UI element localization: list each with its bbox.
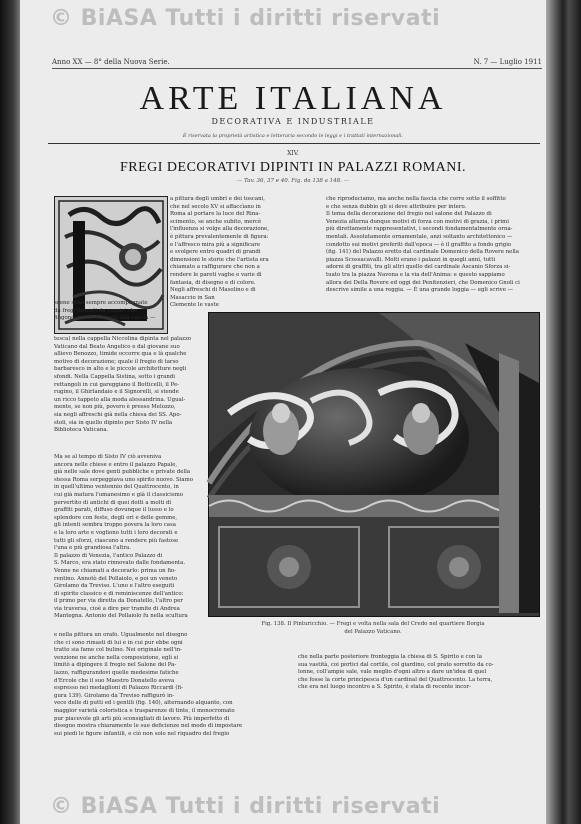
text-line: mentali. Assolutamente ornamentale, anzi soltanto architettonico —	[326, 233, 513, 240]
text-line: limitò a dipingere il fregio nel Salone del Pa-	[54, 662, 177, 669]
text-line: che fosse la corte principesca d'un cardinal del Quattrocento. La terra,	[298, 676, 493, 683]
article-reference: — Tav. 36, 37 e 40. Fig. da 138 a 148. —	[236, 178, 350, 184]
text-line: e svolgere entro quadri di grandi	[170, 249, 261, 256]
text-line: e nella pittura un orafo. Ugualmente nel disegno	[54, 632, 188, 638]
text-line: (fig. 141) del Palazzo eretto dal cardinale Domenico della Rovere nella	[326, 249, 519, 256]
scan-edge-left	[0, 0, 22, 824]
text-line: mente, se non più, povero è presso Melozzo,	[54, 404, 176, 411]
text-line: di spirito classico e di reminiscenze dell'antico:	[54, 590, 184, 597]
text-line: che nella parte posteriore fronteggia la chiesa di S. Spirito e con la	[298, 654, 482, 660]
text-line: e la loro arte e vogliono tutti i loro decorati e	[54, 529, 178, 536]
text-line: lazzo, raffigurandovi quelle medesime fatiche	[54, 669, 179, 676]
text-line: maggior varietà coloristica e trasparenze di tinte, il monocromato	[54, 707, 235, 714]
text-line: e l'affresco mira più a significare	[170, 241, 261, 248]
text-line: pur piacevole gli arti più sconsigliati di lavoro. Più imperfetto di	[54, 715, 230, 722]
text-line: Il tema della decorazione del fregio nel salone del Palazzo di	[326, 211, 492, 218]
text-line: sia negli affreschi già nella chiesa dei SS. Apo-	[54, 411, 182, 418]
fresco-image	[209, 313, 539, 616]
journal-subtitle: DECORATIVA E INDUSTRIALE	[211, 117, 375, 126]
text-line: scimento, se anche subito, mercè	[170, 218, 262, 225]
text-line: Venne ne chiamati a decorarlo: prima un fio-	[54, 567, 176, 574]
text-line: allora dei Della Rovere ed oggi dei Penitenzieri, che Domenico Gnoli ci	[326, 279, 520, 286]
text-line: l'una e più grandiosa l'altra.	[54, 545, 131, 552]
text-line: fantasia, di disegno e di colore.	[170, 279, 256, 286]
text-line: tuato tra la piazza Navona e la via dell'Anima: e questo sappiamo	[326, 271, 505, 278]
text-line: chiamato a raffigurare che non a	[170, 264, 260, 271]
text-column-bottom-right	[298, 654, 542, 724]
text-line: venzione ne anche nella composizione, egli si	[54, 654, 179, 661]
text-line: adorni di graffiti, tra gli altri quello del cardinale Ascanio Sforza si-	[326, 264, 511, 271]
text-line: che era nel luogo incontro a S. Spirito, è stata di recente incor-	[298, 684, 471, 691]
text-line: a pittura degli umbri e dei toscani,	[170, 196, 266, 202]
text-line: tutti gli sforzi, ciascuno a rendere più fastose	[54, 537, 179, 544]
text-line: scene sono sempre accompagnate	[54, 300, 148, 306]
text-line: pervertito di antichi di quei dotti a molti di	[54, 499, 172, 506]
text-line: che ci sono rimasti di lui e in cui pur ebbe ogni	[54, 639, 183, 646]
caption-line: Fig. 138. Il Pinturicchio. — Fregi e volta nella sala del Credo nel quartiere Borgia	[261, 621, 485, 627]
text-line: Negli affreschi di Masolino e di	[170, 287, 256, 294]
text-line: graffiti parati, diffuso dovunque il lusso e lo	[54, 507, 174, 514]
text-line: sfondi. Nella Cappella Sistina, sotto i grandi	[54, 373, 175, 380]
text-line: gli intenti sembra troppo povera la loro casa	[54, 522, 176, 529]
text-column-left-lower	[54, 454, 202, 628]
text-line: in quell'ultimo ventennio del Quattrocento, in	[54, 484, 179, 491]
rights-notice: È riservata la proprietà artistica e letteraria secondo le leggi e i trattati internazionali.	[182, 133, 404, 139]
text-line: stessa Roma serpeggiava uno spirito nuovo. Siamo	[54, 476, 193, 483]
text-column-right-top	[326, 196, 540, 308]
text-line: sui piedi le figure infantili, e ciò non solo nel riquadro del fregio	[54, 730, 230, 737]
text-line: condotto sui motivi preferiti dall'epoca — è il graffito a fondo grigio	[326, 241, 512, 248]
article-title: FREGI DECORATIVI DIPINTI IN PALAZZI ROMANI.	[119, 160, 467, 175]
watermark-bottom: © BiASA Tutti i diritti riservati	[50, 794, 441, 819]
text-line: dimensioni le storie che l'artista era	[170, 256, 269, 263]
text-line: stoli, sia in quello dipinto per Sisto IV nella	[54, 419, 173, 426]
text-line: già nelle sale dove genti pubbliche e private della	[54, 469, 191, 476]
text-line: da fregi formati da cornici che	[54, 307, 138, 314]
watermark-top: © BiASA Tutti i diritti riservati	[50, 6, 441, 31]
text-line: espresso nei medaglioni di Palazzo Riccardi (fi-	[54, 685, 183, 692]
text-line: descrive simile a una reggia. — È una grande loggia — egli scrive —	[326, 287, 514, 294]
document-page	[20, 0, 546, 824]
text-line: piazza Scossacavalli. Molti erano i palazzi in quegli anni, tutti	[326, 256, 496, 263]
text-line: vece delle di putti ed i gentili (fig. 140), alternando alquanto, con	[54, 700, 233, 707]
text-line: ancora nelle chiese e entro il palazzo Papale,	[54, 461, 178, 468]
text-line: via traversa, cioè a dire per tramite di Andrea	[54, 605, 180, 612]
text-line: rentino. Annotò del Pollaiolo, e poi un veneto	[54, 575, 178, 582]
journal-title: ARTE ITALIANA	[139, 80, 447, 117]
fresco-photograph	[208, 312, 540, 617]
text-line: e che senza dubbio gli si deve attribuire per intero.	[326, 203, 467, 210]
text-line: barbaresco in alto e le piccole architetture negli	[54, 366, 187, 373]
masthead-volume: Anno XX — 8° della Nuova Serie.	[52, 58, 170, 66]
text-line: allievo Benozzo, timide occorre qua e là qualche	[54, 351, 187, 358]
text-line: rendere le pareti vaghe e varie di	[170, 271, 262, 278]
text-line: Girolamo da Treviso. L'uno e l'altro eseguiti	[54, 583, 175, 590]
text-line: Mantegna. Antonio del Pollaiolo fu nella scultura	[54, 613, 188, 620]
text-column-left-upper	[54, 336, 202, 450]
text-line: Venezia alterna dunque motivi di forza con motivi di grazia, i primi	[326, 218, 509, 225]
text-line: il primo per via diretta da Donatello, l'altro per	[54, 598, 183, 605]
header-rule	[48, 143, 540, 144]
text-line: d'Ercole che il suo Maestro Donatello aveva	[54, 677, 175, 684]
text-line: Masaccio in San	[170, 294, 215, 301]
text-line: Il palazzo di Venezia, l'antico Palazzo di	[54, 552, 163, 559]
text-line: motivo di decorazione; quale il fregio di tarso	[54, 358, 179, 365]
text-column-bottom-left	[54, 632, 284, 737]
text-line: cui già matura l'umanesimo e già il classicismo	[54, 491, 183, 498]
text-column-left-top	[170, 196, 320, 308]
text-line: un ricco tappeto alla moda alessandrina. Ugual-	[54, 396, 186, 403]
text-line: fingono marmi e intagli alla carola —	[54, 315, 156, 322]
text-line: rugino, il Ghirlandaio e il Signorelli, si stende	[54, 389, 179, 396]
caption-line: del Palazzo Vaticano.	[344, 629, 402, 635]
text-line: splendore con feste, degli ori e delle gemme,	[54, 514, 178, 521]
text-line: è pittura prevalentemente di figura:	[170, 233, 269, 240]
masthead-issue: N. 7 — Luglio 1911	[473, 58, 542, 66]
text-line: S. Marco, era stato rinnovato dalle fondamenta.	[54, 560, 186, 567]
text-line: Clemente le vaste	[170, 302, 219, 309]
text-line: sua vastità, coi portici dal cortile, col giardino, col prato sorretto da co-	[298, 661, 494, 668]
text-line: Vaticano dal Beato Angelico e dal giovane suo	[54, 343, 180, 350]
text-line: che nel secolo XV si affaccìano in	[170, 203, 261, 210]
text-line: disegno mostra chiaramente le sue deficienze nel modo di impostare	[54, 723, 243, 730]
text-line: più direttamente rappresentativi, i secondi fondamentalmente orna-	[326, 226, 513, 233]
text-line: rettangoli in cui gareggiano il Botticelli, il Pe-	[54, 381, 179, 388]
figure-caption	[208, 620, 538, 636]
text-line: lonne, coll'ampie sale, vale meglio d'ogni altro a dare un'idea di quel	[298, 669, 487, 676]
article-number: XIV.	[287, 150, 299, 157]
text-line: gura 139). Girolamo da Treviso raffigurò in-	[54, 692, 175, 699]
text-line: Roma al portare la luce del Rina-	[170, 211, 261, 218]
text-column-left-first	[54, 300, 202, 334]
masthead	[52, 58, 542, 69]
text-line: tratto sia fame col bulino. Nei originale nell'in-	[54, 647, 183, 654]
text-line: tesca) nella cappella Niccolina dipinta nel palazzo	[54, 336, 192, 342]
text-line: l'influenza si volge alla decorazione,	[170, 226, 269, 233]
text-line: che riproduciamo, ma anche nella fascia che corre sotto il soffitto	[326, 196, 506, 202]
text-line: Ma se al tempo di Sisto IV ciò avveniva	[54, 454, 162, 460]
text-line: Biblioteca Vaticana.	[54, 427, 109, 434]
